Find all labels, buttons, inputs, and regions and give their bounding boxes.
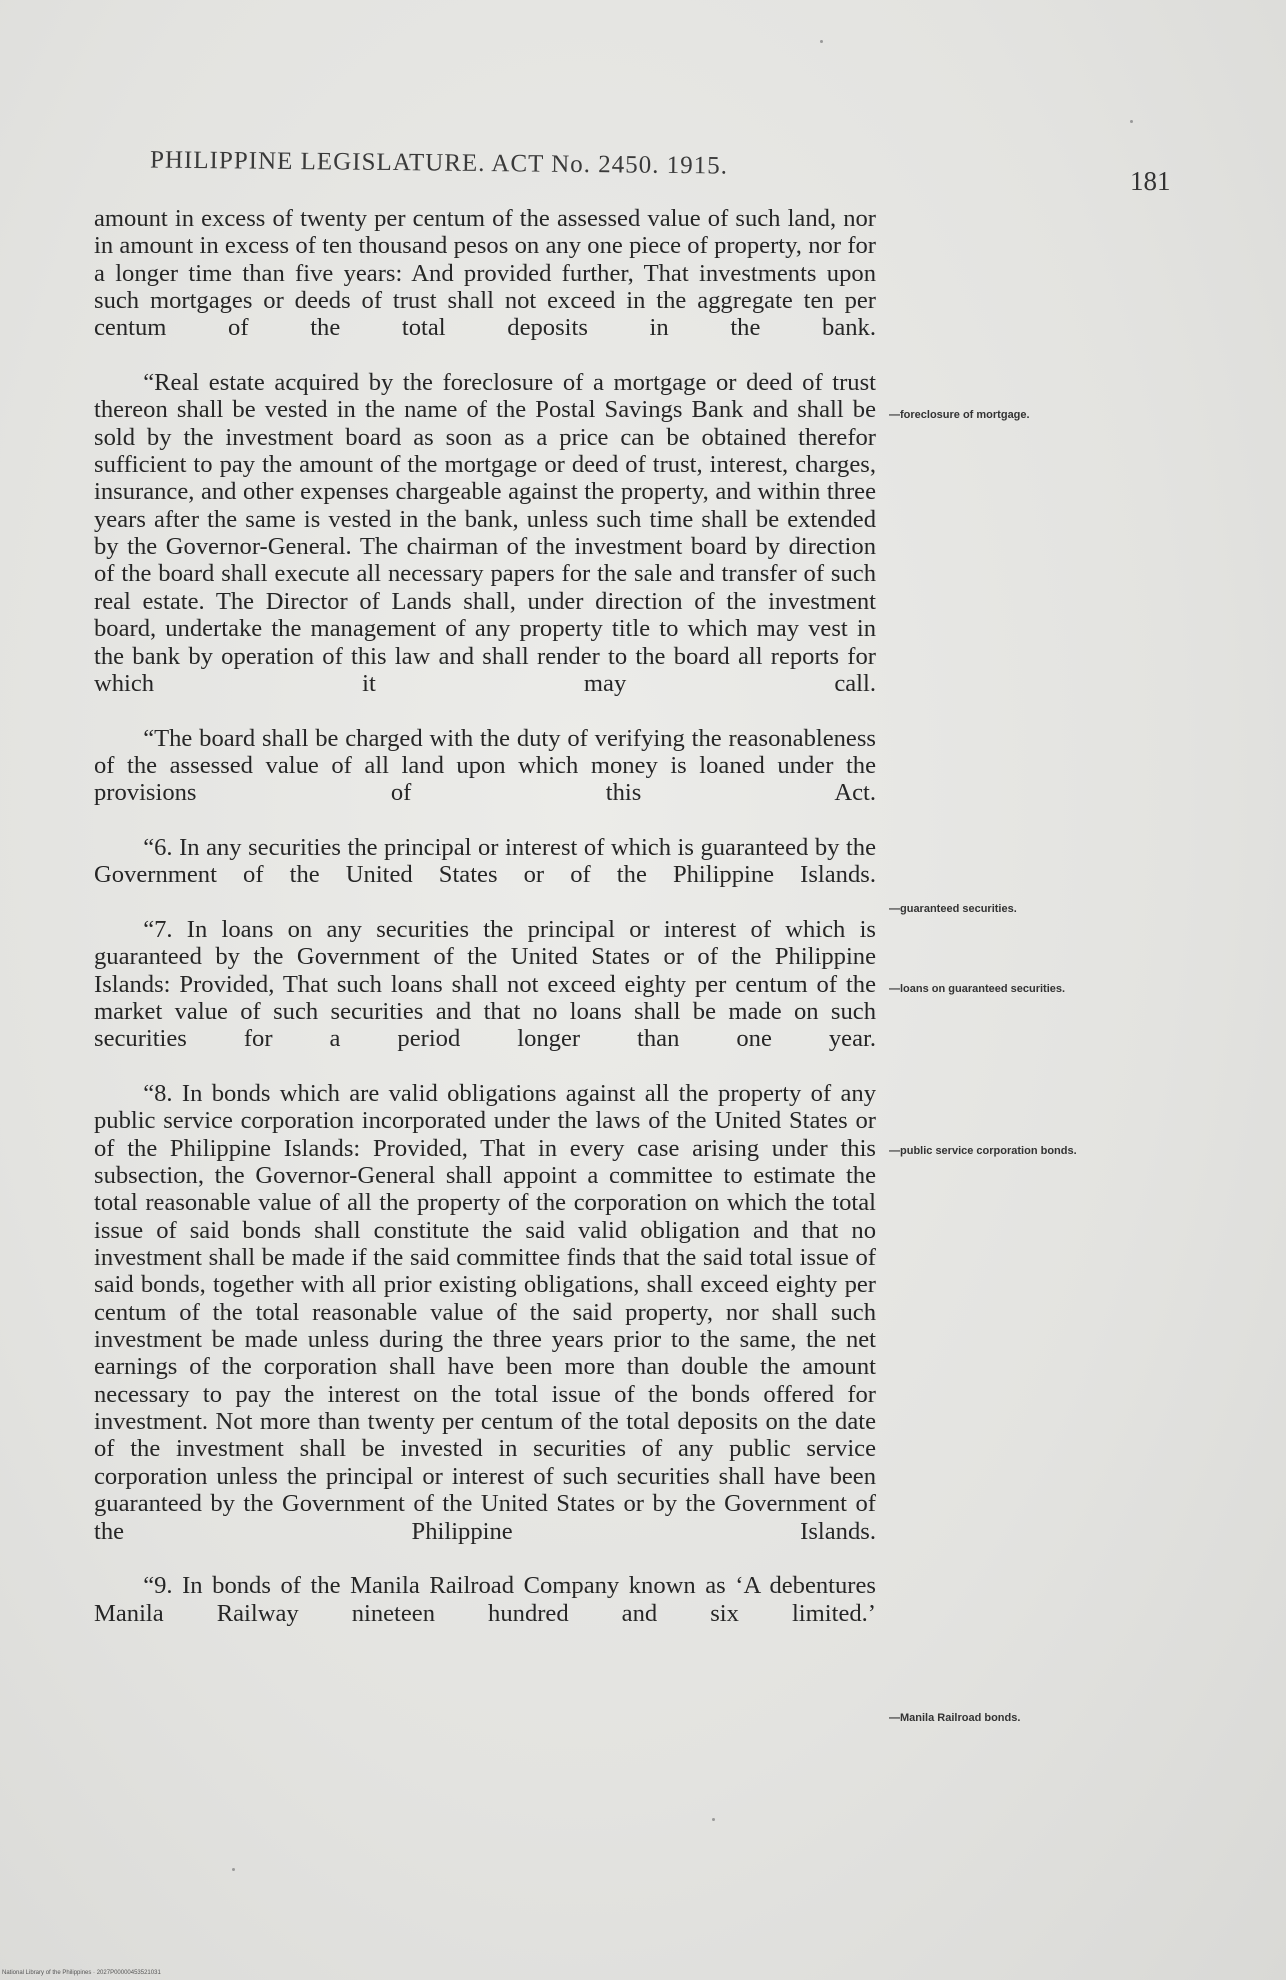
paragraph-item-8: “8. In bonds which are valid obligations against all the property of any public service corporation incorporated under the laws of the United States or of the Philippine Islands: Provided, That in every case arising under this subsection, the Governor-General shall appoint a committee to estimate the total reasonable value of all the property of the corporation on which the total issue of said bonds shall constitute the said valid obligation and that no investment shall be made if the said committee finds that the said total issue of said bonds, together with all prior existing obligations, shall exceed eighty per centum of the total reasonable value of the said property, nor shall such investment be made unless during the three years prior to the same, the net earnings of the corporation shall have been more than double the amount necessary to pay the interest on the total issue of the bonds offered for investment. Not more than twenty per centum of the total deposits on the date of the investment shall be invested in securities of any public service corporation unless the principal or interest of such securities shall have been guaranteed by the Government of the United States or by the Government of the Philippine Islands. (94, 1080, 876, 1545)
scan-speck (820, 40, 823, 43)
sidenote-loans-guaranteed: —loans on guaranteed securities. (889, 983, 1066, 995)
sidenote-guaranteed-securities: —guaranteed securities. (889, 903, 1017, 915)
paragraph-real-estate-foreclosure: “Real estate acquired by the foreclosure of a mortgage or deed of trust thereon shall be vested in the name of the Postal Savings Bank and shall be sold by the investment board as soon as a price can be obtained therefor sufficient to pay the amount of the mortgage or deed of trust, interest, charges, insurance, and other expenses chargeable against the property, and within three years after the same is vested in the bank, unless such time shall be extended by the Governor-General. The chairman of the investment board by direction of the board shall execute all necessary papers for the sale and transfer of such real estate. The Director of Lands shall, under direction of the investment board, undertake the management of any property title to which may vest in the bank by operation of this law and shall render to the board all reports for which it may call. (94, 369, 876, 697)
scan-speck (712, 1818, 715, 1821)
paragraph-item-9: “9. In bonds of the Manila Railroad Company known as ‘A debentures Manila Railway nineteen hundred and six limited.’ (94, 1572, 876, 1627)
paragraph-item-6: “6. In any securities the principal or interest of which is guaranteed by the Government of the United States or of the Philippine Islands. (94, 833, 876, 889)
sidenote-manila-railroad: —Manila Railroad bonds. (889, 1712, 1021, 1724)
scan-speck (232, 1868, 235, 1871)
archive-stamp: National Library of the Philippines · 2027P00000453521031 (2, 1970, 161, 1976)
running-head: PHILIPPINE LEGISLATURE. ACT No. 2450. 1915. (149, 146, 729, 180)
paragraph-item-7: “7. In loans on any securities the principal or interest of which is guaranteed by the Government of the United States or of the Philippine Islands: Provided, That such loans shall not exceed eighty per centum of the market value of such securities and that no loans shall be made on such securities for a period longer than one year. (94, 915, 876, 1053)
sidenote-public-service-bonds: —public service corporation bonds. (889, 1145, 1077, 1157)
sidenote-foreclosure: —foreclosure of mortgage. (889, 409, 1030, 421)
paragraph-continuation: amount in excess of twenty per centum of the assessed value of such land, nor in amount in excess of ten thousand pesos on any one piece of property, nor for a longer time than five years: And provided further, That investments upon such mortgages or deeds of trust shall not exceed in the aggregate ten per centum of the total deposits in the bank. (94, 205, 876, 342)
page-number: 181 (1130, 166, 1171, 196)
scan-speck (1130, 120, 1133, 123)
act-body-text (94, 205, 876, 1654)
paragraph-board-duty: “The board shall be charged with the duty of verifying the reasonableness of the assessed value of all land upon which money is loaned under the provisions of this Act. (94, 724, 876, 807)
